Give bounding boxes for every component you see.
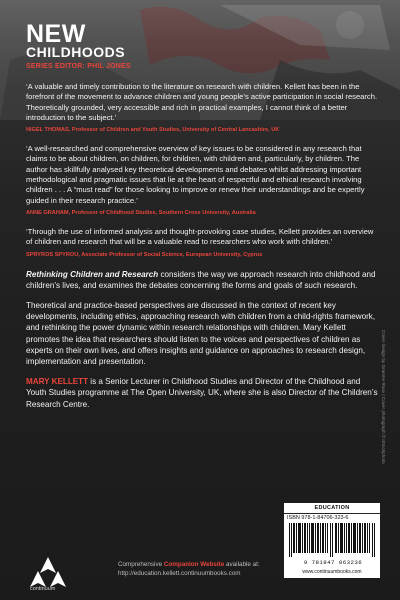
series-name-line1: NEW	[26, 20, 86, 48]
endorsement-quote: ‘A well-researched and comprehensive overview of key issues to be considered in any research that claims to be about children, on children, for children, with children and, particularly, by children. The author has skillfully analysed key theoretical developments and debates whilst addressing important methodological and pragmatic issues that lie at the heart of respectful and ethical research involving children . . . A “must read” for those looking to improve or renew their understandings and be expertly guided in their research practice.’	[26, 144, 365, 205]
isbn-label: ISBN 978-1-84706-323-6	[287, 515, 349, 521]
series-name-line2: CHILDHOODS	[26, 44, 126, 60]
website-suffix: available at:	[224, 561, 260, 568]
endorsement-quote: ‘A valuable and timely contribution to the literature on research with children. Kellett has been in the forefront of the movement to advance children and young people’s active participation in social research. Theoretically grounded, very accessible and rich in practical examples, I cannot think of a better introduction to the subject.’	[26, 82, 378, 122]
endorsement-quote: ‘Through the use of informed analysis and thought-provoking case studies, Kellett provides an overview of children and research that will be a valuable read to researchers who work with children.’	[26, 226, 374, 247]
cover-text	[26, 82, 378, 419]
author-name: MARY KELLETT	[26, 377, 89, 387]
barcode-digits: 9 781847 063236	[303, 559, 363, 566]
book-title: Rethinking Children and Research	[26, 269, 159, 279]
barcode-image	[289, 523, 375, 557]
book-description-intro	[26, 269, 378, 291]
barcode-panel	[284, 503, 380, 578]
author-bio-text: is a Senior Lecturer in Childhood Studies and Director of the Childhood and Youth Studies programme at The Open University, UK, where she is also Director of the Children’s Research Centre.	[26, 377, 378, 409]
publisher-url: www.continuumbooks.com	[302, 569, 362, 575]
series-logo	[26, 20, 131, 70]
subject-category: EDUCATION	[284, 503, 380, 514]
publisher-name: continuum	[30, 586, 56, 592]
cover-credit: Cover design by Graeme Rose | Cover photograph © iStockphoto	[381, 330, 386, 464]
endorsement-attribution: NIGEL THOMAS, Professor of Children and Youth Studies, University of Central Lancashire, UK	[26, 127, 280, 134]
series-editor: SERIES EDITOR: PHIL JONES	[26, 63, 131, 70]
endorsement-attribution: ANNE GRAHAM, Professor of Childhood Studies, Southern Cross University, Australia	[26, 209, 256, 216]
website-highlight: Companion Website	[163, 561, 225, 568]
endorsement-attribution: SPRYROS SPYROU, Associate Professor of Social Science, European University, Cyprus	[26, 251, 263, 258]
companion-website-notice	[118, 560, 260, 578]
author-bio	[26, 376, 378, 410]
website-prefix: Comprehensive	[118, 561, 164, 568]
book-description-body: Theoretical and practice-based perspectives are discussed in the context of recent key developments, including ethics, approaching research with children from a child-rights framework, and rethinking the power dynamic within research relationships with children. Mary Kellett promotes the idea that researchers should listen to the voices and perspectives of children as experts on their own lives, and offers insights and guidance on approaches to research design, implementation and presentation.	[26, 300, 376, 366]
companion-website-link[interactable]: http://education.kellett.continuumbooks.com	[118, 570, 241, 577]
description-intro-text: considers the way we approach research into childhood and children’s lives, and examines the debates concerning the forms and goals of such research.	[26, 269, 376, 290]
